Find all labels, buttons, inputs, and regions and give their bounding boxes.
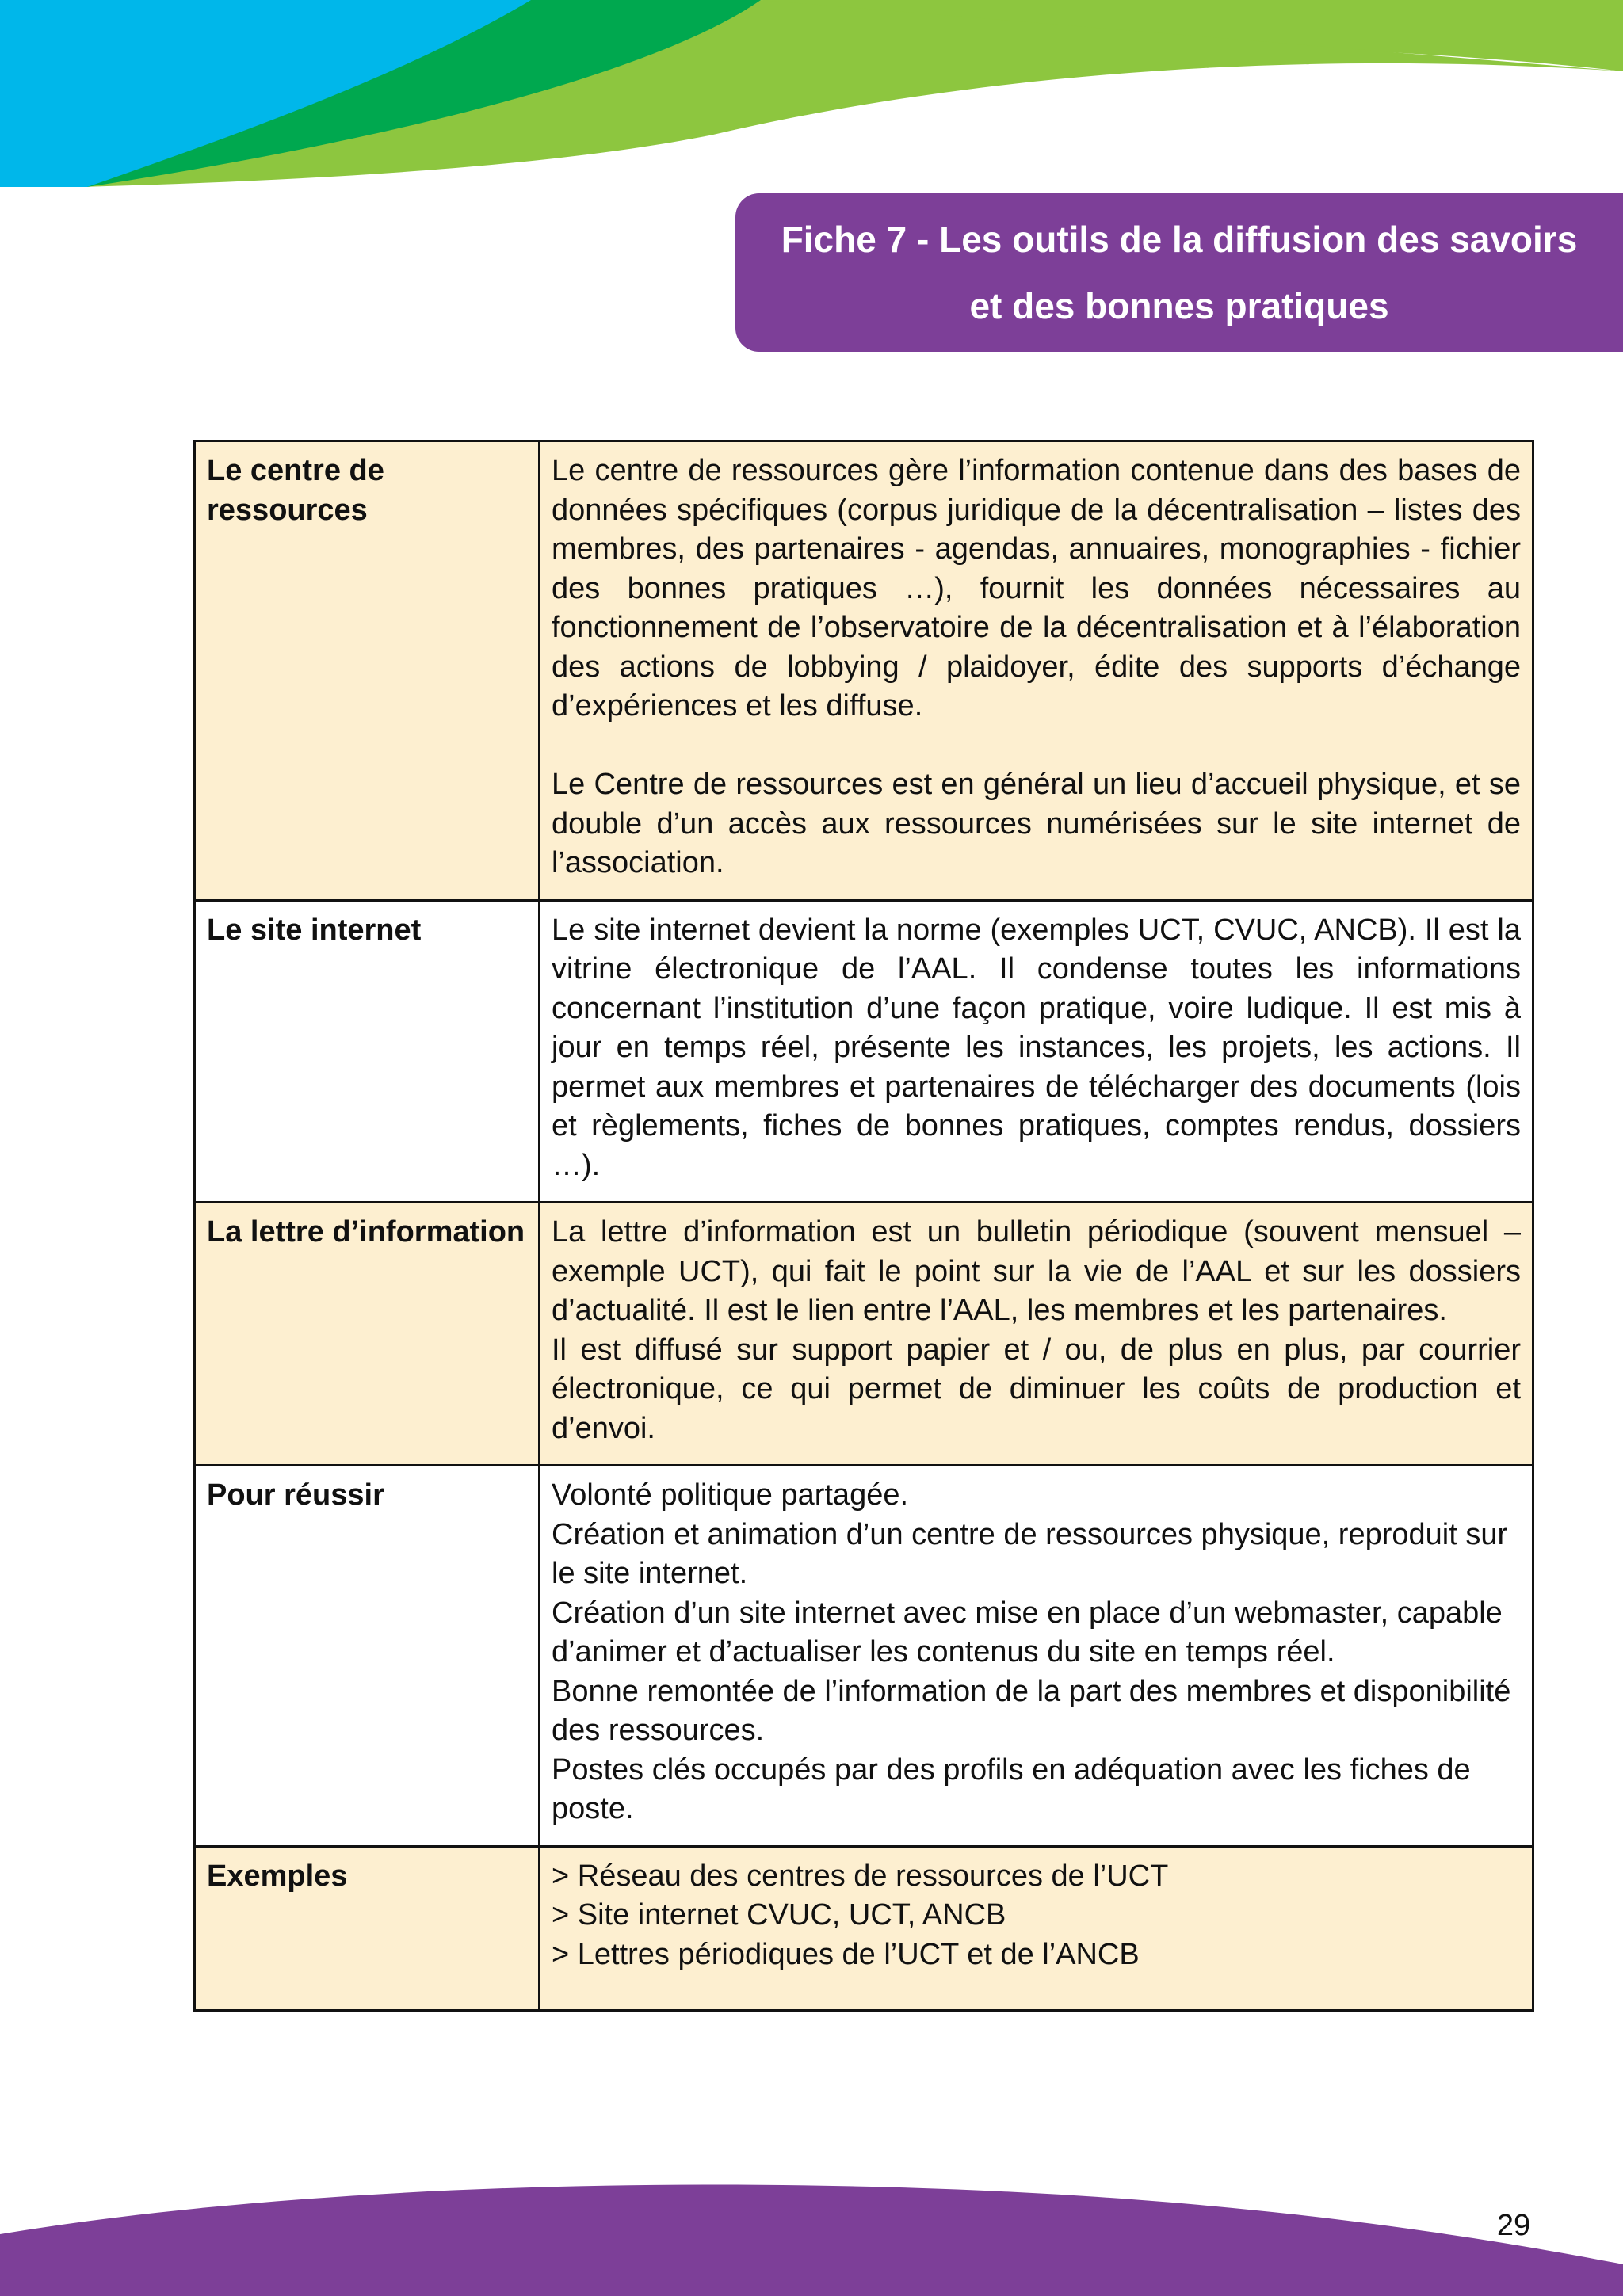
row-label: Le centre de ressources xyxy=(195,441,540,901)
page-number: 29 xyxy=(1496,2209,1531,2242)
fiche-title-line-1: Fiche 7 - Les outils de la diffusion des savoirs xyxy=(781,219,1578,260)
list-item: > Réseau des centres de ressources de l’UCT xyxy=(552,1859,1169,1893)
top-wave-decoration xyxy=(0,0,1623,190)
table-row-lettre-information xyxy=(195,1203,1533,1466)
list-item: > Lettres périodiques de l’UCT et de l’ANCB xyxy=(552,1937,1140,1971)
row-label: Le site internet xyxy=(195,900,540,1203)
row-content xyxy=(540,1466,1533,1847)
table-row-pour-reussir xyxy=(195,1466,1533,1847)
row-content xyxy=(540,1846,1533,2011)
table-row-centre-ressources xyxy=(195,441,1533,901)
list-item: > Site internet CVUC, UCT, ANCB xyxy=(552,1898,1006,1932)
paragraph: La lettre d’information est un bulletin périodique (souvent mensuel – exemple UCT), qui fait le point sur la vie de l’AAL et sur les dossiers d’actualité. Il est le lien entre l’AAL, les membres et les partenaires. xyxy=(552,1215,1521,1327)
row-label: La lettre d’information xyxy=(195,1203,540,1466)
list-item: Création et animation d’un centre de ressources physique, reproduit sur le site internet. xyxy=(552,1517,1508,1590)
row-content xyxy=(540,441,1533,901)
fiche-title-line-2: et des bonnes pratiques xyxy=(969,285,1389,326)
list-item: Volonté politique partagée. xyxy=(552,1478,909,1512)
list-item: Bonne remontée de l’information de la part des membres et disponibilité des ressources. xyxy=(552,1674,1511,1747)
paragraph: Le Centre de ressources est en général un lieu d’accueil physique, et se double d’un accès aux ressources numérisées sur le site internet de l’association. xyxy=(552,768,1521,879)
table-row-exemples xyxy=(195,1846,1533,2011)
row-content xyxy=(540,900,1533,1203)
fiche-title-banner xyxy=(735,193,1623,352)
table-row-site-internet xyxy=(195,900,1533,1203)
paragraph: Le site internet devient la norme (exemples UCT, CVUC, ANCB). Il est la vitrine électronique de l’AAL. Il condense toutes les informations concernant l’institution d’une façon pratique, voire ludique. Il est mis à jour en temps réel, présente les instances, les projets, les actions. Il permet aux membres et partenaires de télécharger des documents (lois et règlements, fiches de bonnes pratiques, comptes rendus, dossiers …). xyxy=(552,913,1521,1182)
paragraph: Le centre de ressources gère l’information contenue dans des bases de données spécifiques (corpus juridique de la décentralisation – listes des membres, des partenaires - agendas, annuaires, monographies - fichier des bonnes pratiques …), fournit les données nécessaires au fonctionnement de l’observatoire de la décentralisation et à l’élaboration des actions de lobbying / plaidoyer, édite des supports d’échange d’expériences et les diffuse. xyxy=(552,454,1521,723)
paragraph: Il est diffusé sur support papier et / ou, de plus en plus, par courrier électronique, ce qui permet de diminuer les coûts de production et d’envoi. xyxy=(552,1333,1521,1445)
row-label: Pour réussir xyxy=(195,1466,540,1847)
list-item: Postes clés occupés par des profils en adéquation avec les fiches de poste. xyxy=(552,1753,1471,1825)
row-label: Exemples xyxy=(195,1846,540,2011)
row-content xyxy=(540,1203,1533,1466)
fiche-table xyxy=(193,440,1534,2012)
bottom-wave-decoration xyxy=(0,2171,1623,2296)
list-item: Création d’un site internet avec mise en place d’un webmaster, capable d’animer et d’actualiser les contenus du site en temps réel. xyxy=(552,1596,1503,1669)
